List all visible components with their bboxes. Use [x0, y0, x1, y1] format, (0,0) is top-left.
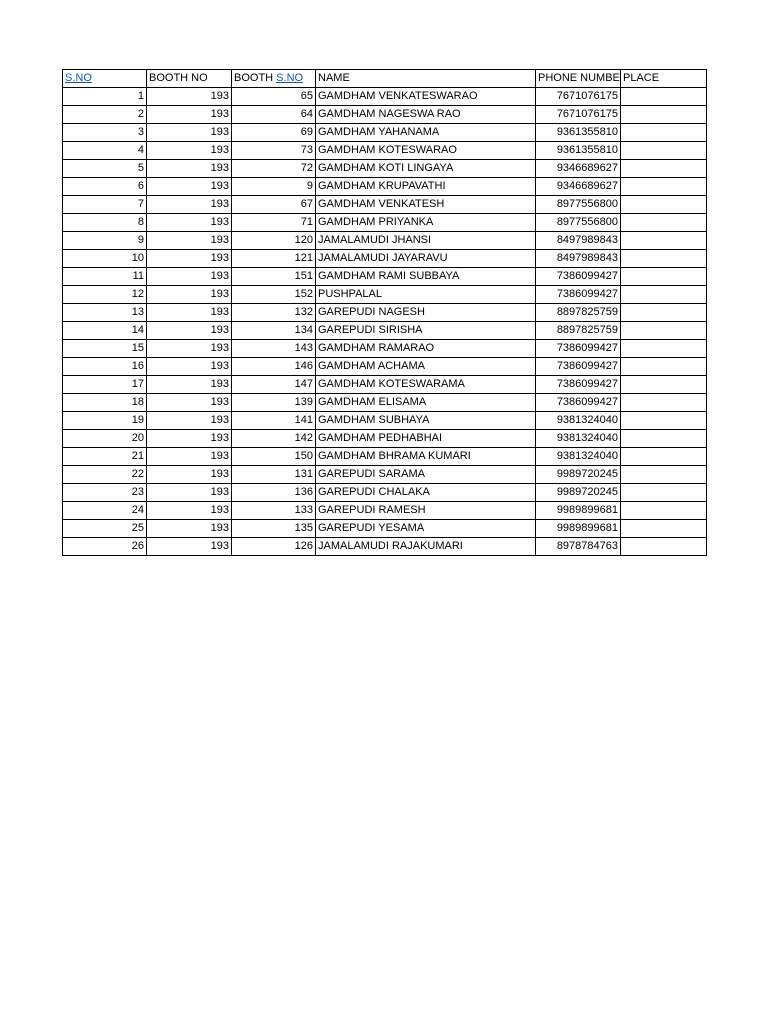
table-row	[63, 178, 707, 196]
cell-booth-sno: 67	[232, 196, 316, 214]
cell-booth-sno: 150	[232, 448, 316, 466]
cell-sno: 16	[63, 358, 147, 376]
cell-phone: 8977556800	[536, 196, 621, 214]
cell-sno: 12	[63, 286, 147, 304]
cell-booth-sno: 141	[232, 412, 316, 430]
cell-sno: 23	[63, 484, 147, 502]
header-booth-sno	[232, 70, 316, 88]
cell-name: GAMDHAM RAMARAO	[316, 340, 536, 358]
cell-booth-no: 193	[147, 286, 232, 304]
cell-place	[621, 376, 707, 394]
table-row	[63, 358, 707, 376]
cell-place	[621, 466, 707, 484]
cell-phone: 7386099427	[536, 376, 621, 394]
sno-link[interactable]: S.NO	[65, 72, 92, 84]
table-row	[63, 484, 707, 502]
cell-name: GAREPUDI SIRISHA	[316, 322, 536, 340]
cell-phone: 7671076175	[536, 106, 621, 124]
cell-place	[621, 502, 707, 520]
cell-booth-no: 193	[147, 538, 232, 556]
cell-name: GAMDHAM NAGESWA RAO	[316, 106, 536, 124]
cell-booth-sno: 69	[232, 124, 316, 142]
cell-booth-sno: 65	[232, 88, 316, 106]
cell-phone: 9361355810	[536, 142, 621, 160]
cell-name: GAREPUDI SARAMA	[316, 466, 536, 484]
cell-booth-sno: 134	[232, 322, 316, 340]
table-row	[63, 286, 707, 304]
cell-place	[621, 214, 707, 232]
cell-booth-no: 193	[147, 448, 232, 466]
cell-phone: 7386099427	[536, 268, 621, 286]
cell-place	[621, 286, 707, 304]
table-row	[63, 448, 707, 466]
cell-phone: 9346689627	[536, 178, 621, 196]
cell-name: GAMDHAM YAHANAMA	[316, 124, 536, 142]
table-row	[63, 160, 707, 178]
cell-name: GAMDHAM ELISAMA	[316, 394, 536, 412]
cell-booth-sno: 126	[232, 538, 316, 556]
cell-phone: 9989720245	[536, 484, 621, 502]
cell-name: GAREPUDI YESAMA	[316, 520, 536, 538]
cell-name: JAMALAMUDI JHANSI	[316, 232, 536, 250]
cell-sno: 6	[63, 178, 147, 196]
cell-sno: 25	[63, 520, 147, 538]
cell-booth-no: 193	[147, 502, 232, 520]
cell-booth-no: 193	[147, 124, 232, 142]
cell-booth-no: 193	[147, 340, 232, 358]
cell-place	[621, 250, 707, 268]
cell-name: GAREPUDI RAMESH	[316, 502, 536, 520]
header-place: PLACE	[621, 70, 707, 88]
table-row	[63, 124, 707, 142]
cell-booth-no: 193	[147, 106, 232, 124]
table-row	[63, 250, 707, 268]
table-row	[63, 142, 707, 160]
cell-booth-sno: 151	[232, 268, 316, 286]
cell-place	[621, 358, 707, 376]
header-name: NAME	[316, 70, 536, 88]
cell-sno: 1	[63, 88, 147, 106]
booth-sno-prefix: BOOTH	[234, 72, 277, 84]
cell-booth-no: 193	[147, 322, 232, 340]
cell-phone: 7386099427	[536, 340, 621, 358]
cell-phone: 9346689627	[536, 160, 621, 178]
cell-booth-sno: 120	[232, 232, 316, 250]
header-row	[63, 70, 707, 88]
table-row	[63, 412, 707, 430]
cell-booth-sno: 72	[232, 160, 316, 178]
table-row	[63, 520, 707, 538]
cell-booth-no: 193	[147, 358, 232, 376]
cell-place	[621, 538, 707, 556]
cell-place	[621, 322, 707, 340]
cell-sno: 5	[63, 160, 147, 178]
cell-booth-no: 193	[147, 412, 232, 430]
cell-name: GAMDHAM KOTESWARAMA	[316, 376, 536, 394]
cell-name: JAMALAMUDI JAYARAVU	[316, 250, 536, 268]
cell-booth-no: 193	[147, 520, 232, 538]
cell-booth-sno: 139	[232, 394, 316, 412]
table-row	[63, 340, 707, 358]
cell-sno: 13	[63, 304, 147, 322]
cell-sno: 14	[63, 322, 147, 340]
cell-booth-sno: 147	[232, 376, 316, 394]
cell-booth-sno: 142	[232, 430, 316, 448]
cell-booth-no: 193	[147, 466, 232, 484]
cell-name: GAMDHAM RAMI SUBBAYA	[316, 268, 536, 286]
cell-phone: 8497989843	[536, 232, 621, 250]
cell-sno: 4	[63, 142, 147, 160]
cell-sno: 17	[63, 376, 147, 394]
cell-phone: 9989899681	[536, 520, 621, 538]
cell-sno: 8	[63, 214, 147, 232]
cell-booth-sno: 143	[232, 340, 316, 358]
cell-name: GAMDHAM PEDHABHAI	[316, 430, 536, 448]
header-sno	[63, 70, 147, 88]
cell-phone: 7386099427	[536, 358, 621, 376]
table-row	[63, 430, 707, 448]
cell-place	[621, 520, 707, 538]
cell-place	[621, 142, 707, 160]
cell-phone: 9381324040	[536, 430, 621, 448]
cell-booth-sno: 135	[232, 520, 316, 538]
cell-booth-sno: 133	[232, 502, 316, 520]
table-row	[63, 376, 707, 394]
cell-sno: 10	[63, 250, 147, 268]
cell-name: GAMDHAM SUBHAYA	[316, 412, 536, 430]
cell-sno: 26	[63, 538, 147, 556]
table-row	[63, 304, 707, 322]
cell-place	[621, 394, 707, 412]
cell-booth-no: 193	[147, 142, 232, 160]
cell-phone: 9361355810	[536, 124, 621, 142]
cell-place	[621, 160, 707, 178]
cell-place	[621, 268, 707, 286]
cell-phone: 9989720245	[536, 466, 621, 484]
cell-name: GAMDHAM ACHAMA	[316, 358, 536, 376]
table-row	[63, 214, 707, 232]
cell-place	[621, 484, 707, 502]
cell-phone: 7386099427	[536, 394, 621, 412]
cell-place	[621, 106, 707, 124]
cell-booth-sno: 71	[232, 214, 316, 232]
cell-booth-no: 193	[147, 196, 232, 214]
cell-booth-no: 193	[147, 268, 232, 286]
table-row	[63, 466, 707, 484]
cell-phone: 9381324040	[536, 448, 621, 466]
cell-booth-no: 193	[147, 178, 232, 196]
cell-booth-no: 193	[147, 484, 232, 502]
cell-phone: 7671076175	[536, 88, 621, 106]
cell-phone: 9381324040	[536, 412, 621, 430]
cell-phone: 9989899681	[536, 502, 621, 520]
cell-booth-sno: 64	[232, 106, 316, 124]
cell-sno: 18	[63, 394, 147, 412]
cell-sno: 11	[63, 268, 147, 286]
cell-booth-sno: 9	[232, 178, 316, 196]
cell-name: GAMDHAM KOTI LINGAYA	[316, 160, 536, 178]
cell-booth-no: 193	[147, 232, 232, 250]
cell-place	[621, 412, 707, 430]
cell-place	[621, 430, 707, 448]
cell-name: GAMDHAM KRUPAVATHI	[316, 178, 536, 196]
cell-booth-sno: 136	[232, 484, 316, 502]
cell-booth-no: 193	[147, 394, 232, 412]
cell-sno: 3	[63, 124, 147, 142]
cell-name: GAREPUDI NAGESH	[316, 304, 536, 322]
cell-booth-no: 193	[147, 160, 232, 178]
header-booth-no: BOOTH NO	[147, 70, 232, 88]
cell-sno: 9	[63, 232, 147, 250]
cell-place	[621, 88, 707, 106]
cell-booth-sno: 131	[232, 466, 316, 484]
cell-booth-sno: 132	[232, 304, 316, 322]
cell-phone: 8897825759	[536, 304, 621, 322]
booth-sno-link[interactable]: S.NO	[276, 72, 304, 84]
cell-sno: 20	[63, 430, 147, 448]
cell-name: GAREPUDI CHALAKA	[316, 484, 536, 502]
cell-phone: 8977556800	[536, 214, 621, 232]
voter-table	[62, 69, 707, 556]
header-phone: PHONE NUMBE	[536, 70, 621, 88]
cell-booth-sno: 73	[232, 142, 316, 160]
cell-name: GAMDHAM PRIYANKA	[316, 214, 536, 232]
cell-place	[621, 448, 707, 466]
cell-name: PUSHPALAL	[316, 286, 536, 304]
table-row	[63, 538, 707, 556]
table-row	[63, 268, 707, 286]
cell-phone: 8978784763	[536, 538, 621, 556]
table-row	[63, 322, 707, 340]
cell-place	[621, 304, 707, 322]
cell-sno: 21	[63, 448, 147, 466]
table-row	[63, 106, 707, 124]
cell-name: GAMDHAM BHRAMA KUMARI	[316, 448, 536, 466]
table-row	[63, 196, 707, 214]
cell-place	[621, 340, 707, 358]
cell-phone: 8897825759	[536, 322, 621, 340]
cell-name: GAMDHAM KOTESWARAO	[316, 142, 536, 160]
table-row	[63, 502, 707, 520]
cell-booth-sno: 152	[232, 286, 316, 304]
cell-name: GAMDHAM VENKATESWARAO	[316, 88, 536, 106]
cell-place	[621, 124, 707, 142]
cell-sno: 7	[63, 196, 147, 214]
table-row	[63, 88, 707, 106]
cell-booth-no: 193	[147, 376, 232, 394]
cell-name: JAMALAMUDI RAJAKUMARI	[316, 538, 536, 556]
cell-place	[621, 178, 707, 196]
cell-sno: 24	[63, 502, 147, 520]
table-row	[63, 232, 707, 250]
cell-booth-sno: 121	[232, 250, 316, 268]
cell-place	[621, 232, 707, 250]
cell-booth-no: 193	[147, 304, 232, 322]
cell-booth-sno: 146	[232, 358, 316, 376]
cell-booth-no: 193	[147, 250, 232, 268]
cell-phone: 8497989843	[536, 250, 621, 268]
cell-booth-no: 193	[147, 214, 232, 232]
table-row	[63, 394, 707, 412]
cell-sno: 15	[63, 340, 147, 358]
cell-phone: 7386099427	[536, 286, 621, 304]
cell-sno: 19	[63, 412, 147, 430]
cell-booth-no: 193	[147, 430, 232, 448]
cell-sno: 2	[63, 106, 147, 124]
cell-name: GAMDHAM VENKATESH	[316, 196, 536, 214]
cell-place	[621, 196, 707, 214]
cell-sno: 22	[63, 466, 147, 484]
cell-booth-no: 193	[147, 88, 232, 106]
